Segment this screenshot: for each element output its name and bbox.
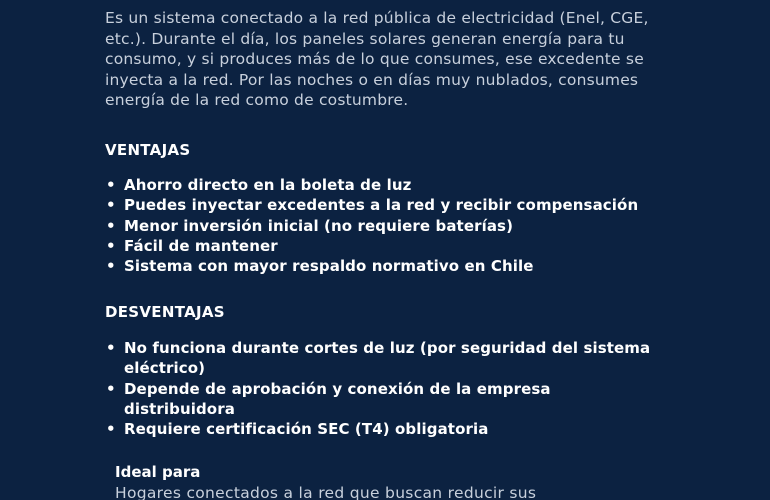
ventajas-item-mantener: • Fácil de mantener: [105, 236, 665, 256]
ventajas-list: [105, 175, 665, 276]
ideal-heading: Ideal para: [115, 463, 201, 481]
ventajas-item-inversion: • Menor inversión inicial (no requiere baterías): [105, 216, 665, 236]
ventajas-heading: VENTAJAS: [105, 141, 191, 159]
desventajas-list: [105, 338, 665, 439]
desventajas-item-aprobacion: • Depende de aprobación y conexión de la empresa distribuidora: [105, 379, 665, 420]
ventajas-item-respaldo: • Sistema con mayor respaldo normativo en Chile: [105, 256, 665, 276]
ventajas-item-inyectar: • Puedes inyectar excedentes a la red y recibir compensación: [105, 195, 665, 215]
intro-paragraph: Es un sistema conectado a la red pública de electricidad (Enel, CGE, etc.). Durante el día, los paneles solares generan energía para tu consumo, y si produces más de lo que consumes, ese excedente se inyecta a la red. Por las noches o en días muy nublados, consumes energía de la red como de costumbre.: [105, 9, 649, 109]
desventajas-item-certificacion: • Requiere certificación SEC (T4) obligatoria: [105, 419, 665, 439]
desventajas-item-cortes: • No funciona durante cortes de luz (por seguridad del sistema eléctrico): [105, 338, 665, 379]
desventajas-heading: DESVENTAJAS: [105, 303, 225, 321]
ideal-text: Hogares conectados a la red que buscan reducir sus: [115, 484, 537, 500]
ventajas-item-ahorro: • Ahorro directo en la boleta de luz: [105, 175, 665, 195]
